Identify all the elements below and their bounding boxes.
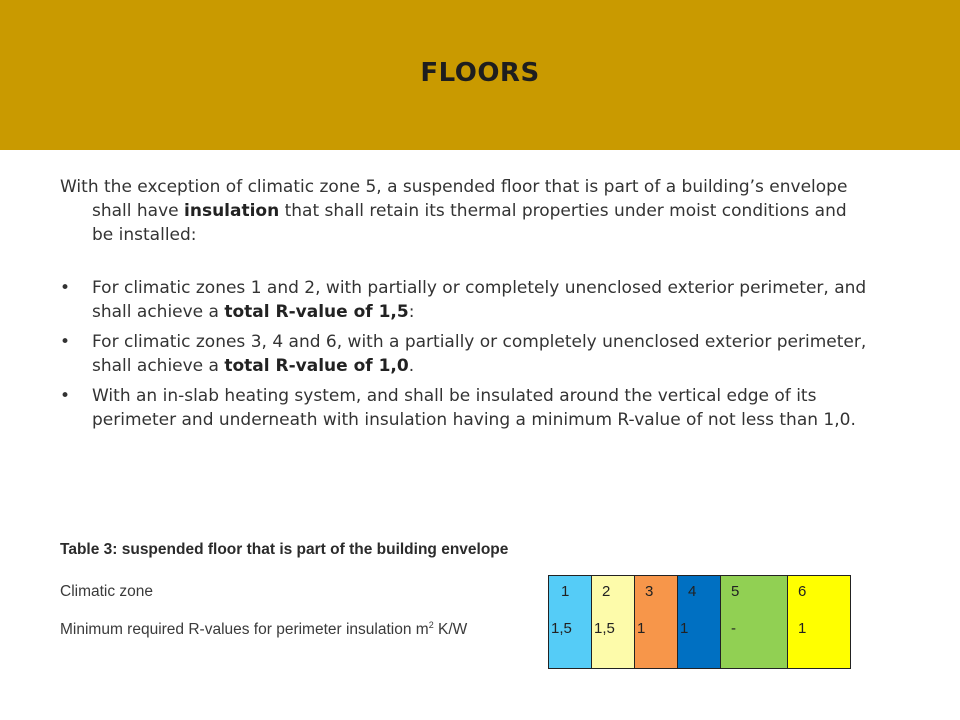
body-text — [60, 175, 870, 438]
list-item — [60, 276, 870, 324]
bullet-icon: • — [60, 386, 71, 406]
list-item — [60, 384, 870, 432]
bullet-icon: • — [60, 278, 71, 298]
superscript: 2 — [428, 619, 434, 630]
page-title: FLOORS — [420, 58, 540, 88]
zone-cell: 1 — [549, 576, 592, 614]
zone-cell: 5 — [721, 576, 788, 614]
r-value-cell: 1,5 — [592, 614, 635, 669]
row-label-r-values — [60, 620, 530, 640]
intro-text-start: With the exception of climatic zone 5, a suspended floor that is part of a building’s envelope shall have — [60, 177, 848, 221]
row-label-climatic-zone: Climatic zone — [60, 583, 154, 600]
row-label-unit: K/W — [433, 621, 468, 638]
zone-table — [548, 575, 851, 669]
zone-cell: 4 — [678, 576, 721, 614]
intro-text-end: that shall retain its thermal properties under moist conditions and be installed: — [92, 201, 847, 245]
r-value-cell: 1 — [678, 614, 721, 669]
zone-cell: 3 — [635, 576, 678, 614]
r-value-cell: 1 — [635, 614, 678, 669]
zone-cell: 6 — [788, 576, 851, 614]
bullet-text-end: : — [408, 302, 415, 322]
intro-text-bold: insulation — [184, 201, 280, 221]
intro-paragraph — [60, 175, 870, 247]
bullet-text-bold: total R-value of 1,0 — [224, 356, 409, 376]
table-caption: Table 3: suspended floor that is part of the building envelope — [60, 541, 509, 558]
zone-cell: 2 — [592, 576, 635, 614]
r-value-cell: 1 — [788, 614, 851, 669]
list-item — [60, 330, 870, 378]
bullet-text-bold: total R-value of 1,5 — [224, 302, 409, 322]
title-bar — [0, 0, 960, 150]
row-label-r-values-text: Minimum required R-values for perimeter insulation m — [60, 621, 429, 638]
requirements-list — [60, 276, 870, 432]
bullet-icon: • — [60, 332, 71, 352]
bullet-text: For climatic zones 1 and 2, with partially or completely unenclosed exterior perimeter, and shall achieve a — [92, 278, 867, 322]
bullet-text: For climatic zones 3, 4 and 6, with a partially or completely unenclosed exterior perimeter, shall achieve a — [92, 332, 867, 376]
bullet-text-end: . — [408, 356, 415, 376]
r-value-cell: - — [721, 614, 788, 669]
bullet-text: With an in-slab heating system, and shall be insulated around the vertical edge of its perimeter and underneath with insulation having a minimum R-value of not less than 1,0. — [92, 386, 856, 430]
r-value-cell: 1,5 — [549, 614, 592, 669]
